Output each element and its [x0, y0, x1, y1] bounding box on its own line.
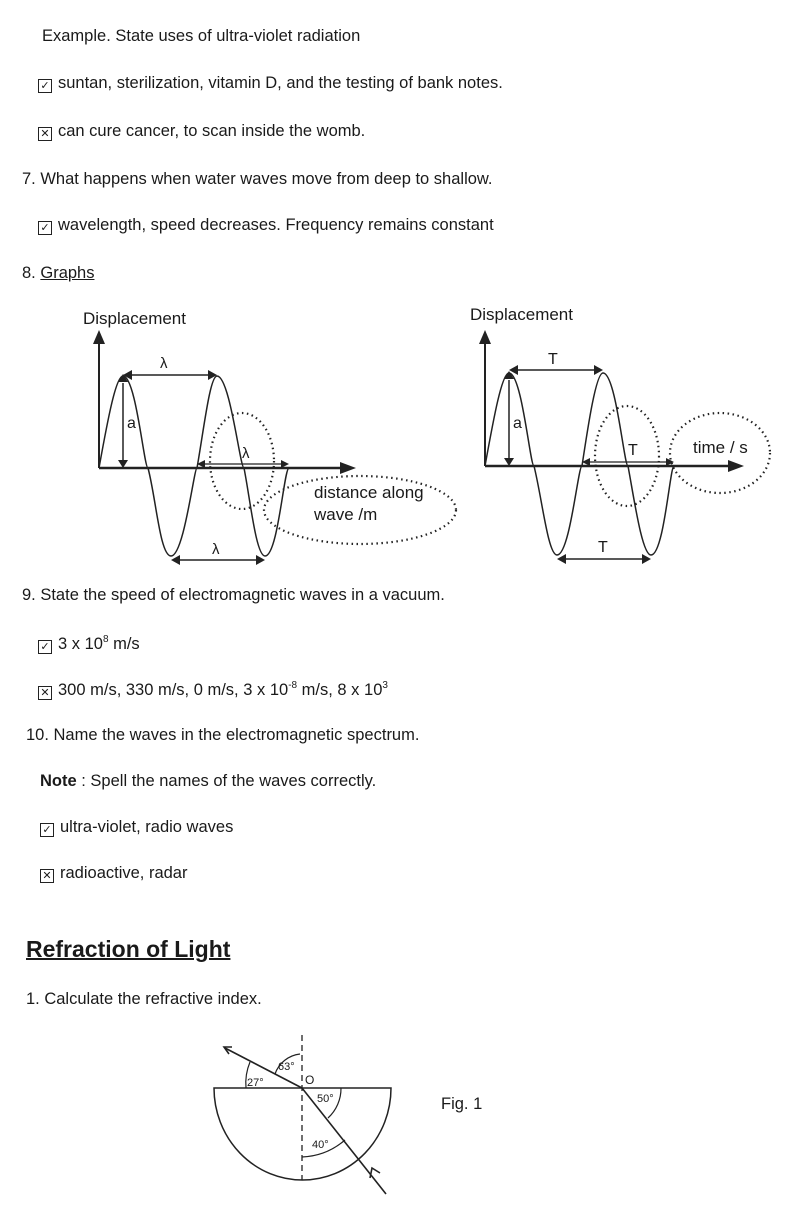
graph1-xlabel-line1: distance along [314, 483, 424, 502]
cross-icon: ✕ [38, 127, 52, 141]
example-wrong-answer [38, 121, 365, 141]
figure-label: Fig. 1 [441, 1095, 483, 1113]
note-text: : Spell the names of the waves correctly. [76, 772, 377, 790]
exponent: 3 [382, 680, 388, 691]
angle-label-27: 27° [247, 1077, 264, 1089]
answer-text: suntan, sterilization, vitamin D, and the testing of bank notes. [58, 74, 503, 92]
angle-label-50: 50° [317, 1093, 334, 1105]
wavelength-label-middle: λ [242, 445, 250, 462]
graph1-ylabel: Displacement [83, 309, 186, 328]
wavelength-label-top: λ [160, 355, 168, 372]
wavelength-label-bottom: λ [212, 541, 220, 558]
point-label: O [305, 1073, 315, 1087]
exponent: -8 [288, 680, 298, 691]
graph2-xlabel: time / s [693, 438, 748, 457]
q8-title: Graphs [40, 264, 95, 282]
exponent: 8 [102, 634, 109, 645]
refraction-diagram [200, 1030, 520, 1226]
cross-icon: ✕ [38, 686, 52, 700]
q10-wrong-answer [40, 863, 187, 883]
amplitude-label: a [513, 415, 522, 432]
graph2-ylabel: Displacement [470, 305, 573, 324]
check-icon: ✓ [40, 823, 54, 837]
answer-text: m/s, 8 x 10 [297, 681, 383, 699]
check-icon: ✓ [38, 640, 52, 654]
q8-heading [22, 263, 94, 283]
q10-note [40, 771, 376, 791]
example-correct-answer [38, 73, 503, 93]
cross-icon: ✕ [40, 869, 54, 883]
displacement-distance-graph [60, 298, 460, 573]
angle-label-40: 40° [312, 1139, 329, 1151]
answer-text: ultra-violet, radio waves [60, 818, 234, 836]
answer-unit: m/s [108, 635, 140, 653]
amplitude-label: a [127, 415, 136, 432]
angle-label-63: 63° [278, 1061, 295, 1073]
q7-correct-answer [38, 215, 494, 235]
period-label-middle: T [628, 442, 638, 459]
period-label-top: T [548, 351, 558, 368]
answer-text: radioactive, radar [60, 864, 188, 882]
answer-text: 300 m/s, 330 m/s, 0 m/s, 3 x 10 [58, 681, 289, 699]
displacement-time-graph [460, 298, 799, 573]
answer-text: wavelength, speed decreases. Frequency remains constant [58, 216, 494, 234]
check-icon: ✓ [38, 79, 52, 93]
q9-wrong-answer [38, 680, 388, 700]
q7-question: 7. What happens when water waves move from deep to shallow. [22, 170, 493, 188]
answer-text: can cure cancer, to scan inside the womb. [58, 122, 366, 140]
q10-question: 10. Name the waves in the electromagnetic spectrum. [26, 726, 420, 744]
q8-number: 8. [22, 264, 41, 282]
q9-correct-answer [38, 634, 140, 654]
refraction-q1: 1. Calculate the refractive index. [26, 990, 262, 1008]
section-heading-refraction: Refraction of Light [26, 936, 231, 962]
note-label: Note [40, 772, 77, 790]
q9-question: 9. State the speed of electromagnetic waves in a vacuum. [22, 586, 445, 604]
period-label-bottom: T [598, 539, 608, 556]
q10-correct-answer [40, 817, 233, 837]
example-prompt: Example. State uses of ultra-violet radiation [42, 27, 361, 45]
check-icon: ✓ [38, 221, 52, 235]
graph1-xlabel-line2: wave /m [314, 505, 378, 524]
answer-text: 3 x 10 [58, 635, 103, 653]
